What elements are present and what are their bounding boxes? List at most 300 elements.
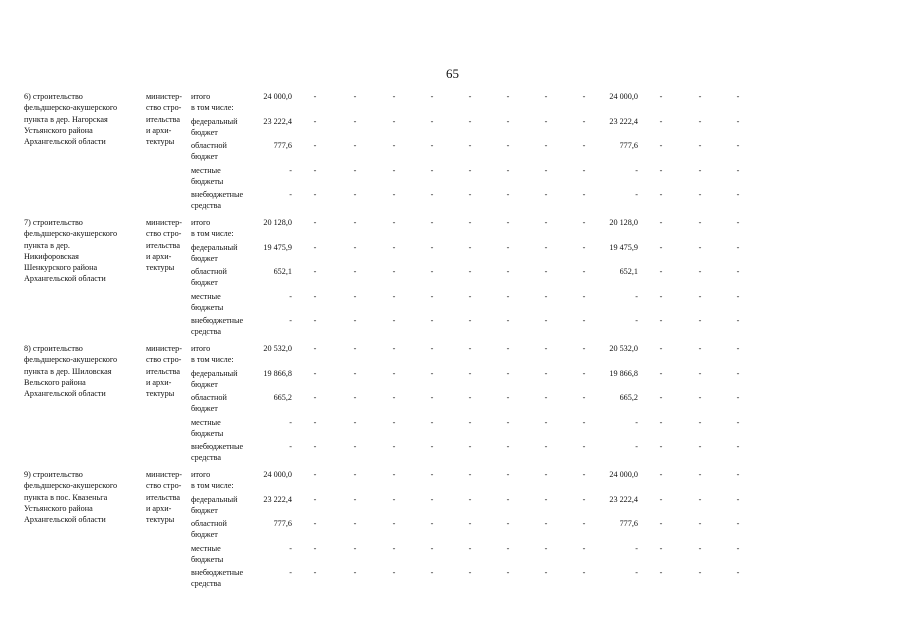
empty-year-cell: - [736, 218, 740, 227]
empty-year-cell: - [468, 316, 472, 325]
empty-year-cell: - [698, 291, 702, 301]
funding-source-line: бюджеты [191, 428, 224, 438]
funding-source [191, 315, 257, 338]
total-amount: 19 866,8 [263, 368, 292, 378]
empty-year-cell: - [736, 393, 740, 402]
total-amount: - [289, 417, 292, 427]
empty-year-cell: - [353, 543, 357, 553]
responsible-line: ство стро- [146, 481, 182, 491]
empty-year-cell: - [430, 267, 434, 276]
project-name-line: Устьянского района [24, 503, 93, 513]
empty-year-cell: - [582, 141, 586, 150]
empty-year-cell: - [353, 141, 357, 150]
empty-year-cell: - [582, 470, 586, 479]
empty-year-cell: - [468, 267, 472, 276]
funding-source-line: итого [191, 470, 211, 479]
responsible-line: и архи- [146, 377, 172, 387]
empty-year-cell: - [430, 368, 434, 378]
empty-year-cell: - [392, 92, 396, 101]
empty-year-cell: - [659, 568, 663, 577]
empty-year-cell: - [392, 417, 396, 427]
empty-year-cell: - [392, 519, 396, 528]
empty-year-cell: - [736, 344, 740, 353]
funding-source-line: итого [191, 92, 211, 101]
empty-year-cell: - [698, 519, 702, 528]
funding-source-line: средства [191, 453, 222, 463]
empty-year-cell: - [353, 393, 357, 402]
empty-year-cell: - [468, 141, 472, 150]
empty-year-cell: - [736, 519, 740, 528]
empty-year-cell: - [313, 165, 317, 175]
empty-year-cell: - [430, 291, 434, 301]
empty-year-cell: - [544, 116, 548, 126]
project-name [24, 217, 142, 285]
responsible-line: министер- [146, 218, 182, 227]
total-amount: 23 222,4 [263, 494, 292, 504]
project-name-line: Архангельской области [24, 274, 106, 284]
empty-year-cell: - [430, 116, 434, 126]
responsible-line: министер- [146, 470, 182, 479]
empty-year-cell: - [659, 470, 663, 479]
total-amount: 20 128,0 [263, 218, 292, 227]
empty-year-cell: - [468, 470, 472, 479]
responsible-line: ство стро- [146, 229, 182, 239]
year-amount: 777,6 [619, 519, 638, 528]
empty-year-cell: - [544, 291, 548, 301]
empty-year-cell: - [736, 165, 740, 175]
empty-year-cell: - [659, 116, 663, 126]
empty-year-cell: - [313, 116, 317, 126]
empty-year-cell: - [353, 442, 357, 451]
funding-source-line: в том числе: [191, 355, 234, 365]
empty-year-cell: - [392, 393, 396, 402]
empty-year-cell: - [353, 417, 357, 427]
empty-year-cell: - [544, 368, 548, 378]
empty-year-cell: - [659, 393, 663, 402]
empty-year-cell: - [353, 470, 357, 479]
funding-source-line: бюджеты [191, 176, 224, 186]
funding-source-line: бюджет [191, 379, 218, 389]
empty-year-cell: - [430, 165, 434, 175]
empty-year-cell: - [698, 393, 702, 402]
funding-source-line: внебюджетные [191, 442, 244, 451]
responsible-line: тектуры [146, 515, 175, 525]
empty-year-cell: - [468, 568, 472, 577]
empty-year-cell: - [698, 368, 702, 378]
year-amount: - [635, 316, 638, 325]
empty-year-cell: - [506, 165, 510, 175]
empty-year-cell: - [544, 442, 548, 451]
empty-year-cell: - [582, 92, 586, 101]
empty-year-cell: - [353, 344, 357, 353]
empty-year-cell: - [430, 242, 434, 252]
funding-source [191, 494, 257, 517]
responsible-executor [146, 469, 190, 525]
funding-source-line: бюджеты [191, 302, 224, 312]
year-amount: 777,6 [619, 141, 638, 150]
empty-year-cell: - [736, 494, 740, 504]
empty-year-cell: - [392, 344, 396, 353]
funding-source-line: итого [191, 218, 211, 227]
funding-source-line: бюджет [191, 278, 218, 288]
empty-year-cell: - [392, 218, 396, 227]
funding-source-line: в том числе: [191, 229, 234, 239]
empty-year-cell: - [468, 442, 472, 451]
total-amount: - [289, 568, 292, 577]
empty-year-cell: - [544, 267, 548, 276]
empty-year-cell: - [430, 190, 434, 199]
empty-year-cell: - [313, 519, 317, 528]
empty-year-cell: - [582, 494, 586, 504]
empty-year-cell: - [313, 141, 317, 150]
total-amount: - [289, 543, 292, 553]
funding-source [191, 441, 257, 464]
empty-year-cell: - [313, 242, 317, 252]
responsible-line: ительства [146, 114, 181, 124]
year-amount: - [635, 442, 638, 451]
responsible-line: ительства [146, 492, 181, 502]
empty-year-cell: - [659, 267, 663, 276]
year-amount: - [635, 543, 638, 553]
year-amount: 23 222,4 [609, 116, 638, 126]
empty-year-cell: - [430, 344, 434, 353]
empty-year-cell: - [544, 218, 548, 227]
funding-source [191, 392, 257, 415]
empty-year-cell: - [698, 316, 702, 325]
empty-year-cell: - [468, 218, 472, 227]
empty-year-cell: - [582, 344, 586, 353]
project-name [24, 91, 142, 147]
total-amount: 23 222,4 [263, 116, 292, 126]
funding-source-line: областной [191, 267, 227, 276]
empty-year-cell: - [313, 442, 317, 451]
empty-year-cell: - [313, 368, 317, 378]
responsible-line: ительства [146, 240, 181, 250]
project-name-line: фельдшерско-акушерского [24, 355, 118, 365]
funding-source-line: местные [191, 165, 221, 175]
year-amount: 652,1 [619, 267, 638, 276]
project-name-line: пункта в дер. [24, 240, 70, 250]
funding-source-line: итого [191, 344, 211, 353]
empty-year-cell: - [506, 543, 510, 553]
empty-year-cell: - [506, 291, 510, 301]
responsible-line: и архи- [146, 125, 172, 135]
funding-source-line: местные [191, 417, 221, 427]
empty-year-cell: - [506, 494, 510, 504]
empty-year-cell: - [736, 442, 740, 451]
funding-source [191, 417, 257, 440]
empty-year-cell: - [736, 470, 740, 479]
empty-year-cell: - [506, 116, 510, 126]
total-amount: 652,1 [273, 267, 292, 276]
project-name-line: Архангельской области [24, 137, 106, 147]
empty-year-cell: - [392, 470, 396, 479]
empty-year-cell: - [468, 190, 472, 199]
empty-year-cell: - [659, 344, 663, 353]
empty-year-cell: - [698, 116, 702, 126]
funding-source [191, 368, 257, 391]
empty-year-cell: - [392, 116, 396, 126]
empty-year-cell: - [582, 568, 586, 577]
funding-source [191, 291, 257, 314]
funding-source-line: средства [191, 201, 222, 211]
empty-year-cell: - [698, 417, 702, 427]
year-amount: 20 128,0 [609, 218, 638, 227]
responsible-line: и архи- [146, 251, 172, 261]
funding-source-line: областной [191, 519, 227, 528]
empty-year-cell: - [659, 417, 663, 427]
empty-year-cell: - [582, 165, 586, 175]
empty-year-cell: - [392, 141, 396, 150]
empty-year-cell: - [544, 344, 548, 353]
empty-year-cell: - [582, 242, 586, 252]
responsible-line: ительства [146, 366, 181, 376]
year-amount: 24 000,0 [609, 470, 638, 479]
empty-year-cell: - [506, 393, 510, 402]
empty-year-cell: - [468, 116, 472, 126]
empty-year-cell: - [392, 368, 396, 378]
funding-source [191, 217, 257, 240]
responsible-line: министер- [146, 344, 182, 353]
total-amount: 24 000,0 [263, 92, 292, 101]
empty-year-cell: - [468, 165, 472, 175]
empty-year-cell: - [430, 141, 434, 150]
project-name [24, 343, 142, 399]
empty-year-cell: - [506, 141, 510, 150]
empty-year-cell: - [506, 190, 510, 199]
responsible-line: тектуры [146, 263, 175, 273]
empty-year-cell: - [353, 368, 357, 378]
empty-year-cell: - [430, 417, 434, 427]
funding-source-line: федеральный [191, 242, 238, 252]
empty-year-cell: - [582, 190, 586, 199]
empty-year-cell: - [582, 393, 586, 402]
responsible-line: министер- [146, 92, 182, 101]
project-name-line: фельдшерско-акушерского [24, 229, 118, 239]
project-name-line: фельдшерско-акушерского [24, 481, 118, 491]
empty-year-cell: - [659, 190, 663, 199]
empty-year-cell: - [430, 218, 434, 227]
empty-year-cell: - [659, 442, 663, 451]
empty-year-cell: - [392, 494, 396, 504]
empty-year-cell: - [698, 165, 702, 175]
empty-year-cell: - [582, 442, 586, 451]
project-name-line: фельдшерско-акушерского [24, 103, 118, 113]
empty-year-cell: - [430, 442, 434, 451]
empty-year-cell: - [468, 242, 472, 252]
empty-year-cell: - [313, 417, 317, 427]
empty-year-cell: - [698, 218, 702, 227]
funding-source-line: бюджет [191, 530, 218, 540]
year-amount: - [635, 190, 638, 199]
responsible-executor [146, 91, 190, 147]
project-name-line: Вельского района [24, 377, 86, 387]
empty-year-cell: - [659, 242, 663, 252]
empty-year-cell: - [506, 417, 510, 427]
funding-source [191, 189, 257, 212]
empty-year-cell: - [736, 267, 740, 276]
year-amount: 665,2 [619, 393, 638, 402]
total-amount: 777,6 [273, 141, 292, 150]
empty-year-cell: - [468, 368, 472, 378]
empty-year-cell: - [582, 116, 586, 126]
empty-year-cell: - [353, 218, 357, 227]
empty-year-cell: - [544, 470, 548, 479]
empty-year-cell: - [313, 470, 317, 479]
empty-year-cell: - [430, 470, 434, 479]
empty-year-cell: - [468, 519, 472, 528]
empty-year-cell: - [544, 494, 548, 504]
empty-year-cell: - [582, 368, 586, 378]
empty-year-cell: - [544, 190, 548, 199]
empty-year-cell: - [659, 519, 663, 528]
empty-year-cell: - [659, 141, 663, 150]
funding-source-line: федеральный [191, 368, 238, 378]
empty-year-cell: - [544, 316, 548, 325]
empty-year-cell: - [313, 92, 317, 101]
empty-year-cell: - [544, 393, 548, 402]
responsible-executor [146, 217, 190, 273]
empty-year-cell: - [506, 218, 510, 227]
empty-year-cell: - [736, 316, 740, 325]
empty-year-cell: - [582, 218, 586, 227]
empty-year-cell: - [392, 190, 396, 199]
empty-year-cell: - [506, 442, 510, 451]
empty-year-cell: - [582, 543, 586, 553]
empty-year-cell: - [582, 417, 586, 427]
empty-year-cell: - [736, 141, 740, 150]
empty-year-cell: - [353, 92, 357, 101]
funding-source-line: внебюджетные [191, 190, 244, 199]
empty-year-cell: - [659, 291, 663, 301]
funding-source-line: средства [191, 327, 222, 337]
funding-source [191, 91, 257, 114]
empty-year-cell: - [736, 417, 740, 427]
year-amount: - [635, 165, 638, 175]
empty-year-cell: - [582, 316, 586, 325]
year-amount: - [635, 417, 638, 427]
empty-year-cell: - [506, 242, 510, 252]
project-name-line: Архангельской области [24, 389, 106, 399]
total-amount: 19 475,9 [263, 242, 292, 252]
empty-year-cell: - [736, 368, 740, 378]
empty-year-cell: - [659, 316, 663, 325]
empty-year-cell: - [468, 291, 472, 301]
project-name-line: Архангельской области [24, 515, 106, 525]
empty-year-cell: - [659, 165, 663, 175]
empty-year-cell: - [392, 568, 396, 577]
empty-year-cell: - [659, 368, 663, 378]
funding-source [191, 543, 257, 566]
funding-source [191, 469, 257, 492]
empty-year-cell: - [353, 568, 357, 577]
empty-year-cell: - [430, 519, 434, 528]
empty-year-cell: - [313, 218, 317, 227]
empty-year-cell: - [392, 242, 396, 252]
empty-year-cell: - [392, 267, 396, 276]
empty-year-cell: - [313, 344, 317, 353]
empty-year-cell: - [736, 242, 740, 252]
year-amount: 19 475,9 [609, 242, 638, 252]
empty-year-cell: - [430, 543, 434, 553]
empty-year-cell: - [544, 165, 548, 175]
empty-year-cell: - [353, 267, 357, 276]
funding-source [191, 116, 257, 139]
year-amount: 23 222,4 [609, 494, 638, 504]
funding-source-line: федеральный [191, 116, 238, 126]
funding-source-line: внебюджетные [191, 568, 244, 577]
empty-year-cell: - [468, 494, 472, 504]
empty-year-cell: - [544, 543, 548, 553]
empty-year-cell: - [582, 519, 586, 528]
empty-year-cell: - [468, 92, 472, 101]
funding-source-line: бюджет [191, 404, 218, 414]
empty-year-cell: - [659, 218, 663, 227]
empty-year-cell: - [468, 393, 472, 402]
project-name-line: 7) строительство [24, 218, 83, 227]
responsible-line: тектуры [146, 389, 175, 399]
empty-year-cell: - [544, 141, 548, 150]
empty-year-cell: - [698, 190, 702, 199]
year-amount: - [635, 568, 638, 577]
empty-year-cell: - [698, 568, 702, 577]
empty-year-cell: - [313, 190, 317, 199]
empty-year-cell: - [544, 417, 548, 427]
empty-year-cell: - [353, 190, 357, 199]
empty-year-cell: - [392, 316, 396, 325]
responsible-line: ство стро- [146, 103, 182, 113]
empty-year-cell: - [736, 116, 740, 126]
empty-year-cell: - [544, 242, 548, 252]
empty-year-cell: - [313, 543, 317, 553]
funding-source [191, 567, 257, 590]
empty-year-cell: - [698, 442, 702, 451]
total-amount: - [289, 442, 292, 451]
empty-year-cell: - [468, 417, 472, 427]
empty-year-cell: - [468, 344, 472, 353]
empty-year-cell: - [736, 190, 740, 199]
project-name-line: Никифоровская [24, 251, 79, 261]
project-name-line: пункта в дер. Нагорская [24, 114, 108, 124]
empty-year-cell: - [506, 267, 510, 276]
empty-year-cell: - [430, 92, 434, 101]
empty-year-cell: - [544, 92, 548, 101]
empty-year-cell: - [313, 267, 317, 276]
empty-year-cell: - [544, 519, 548, 528]
project-name-line: 9) строительство [24, 470, 83, 479]
empty-year-cell: - [353, 165, 357, 175]
funding-source-line: федеральный [191, 494, 238, 504]
empty-year-cell: - [430, 494, 434, 504]
total-amount: - [289, 291, 292, 301]
project-name-line: 6) строительство [24, 92, 83, 101]
empty-year-cell: - [506, 316, 510, 325]
project-name-line: пункта в пос. Квазеньга [24, 492, 108, 502]
funding-source-line: в том числе: [191, 103, 234, 113]
empty-year-cell: - [506, 92, 510, 101]
empty-year-cell: - [430, 393, 434, 402]
empty-year-cell: - [544, 568, 548, 577]
total-amount: 24 000,0 [263, 470, 292, 479]
empty-year-cell: - [659, 543, 663, 553]
total-amount: - [289, 165, 292, 175]
empty-year-cell: - [582, 267, 586, 276]
total-amount: 20 532,0 [263, 344, 292, 353]
empty-year-cell: - [698, 494, 702, 504]
empty-year-cell: - [698, 344, 702, 353]
funding-source [191, 518, 257, 541]
empty-year-cell: - [698, 141, 702, 150]
